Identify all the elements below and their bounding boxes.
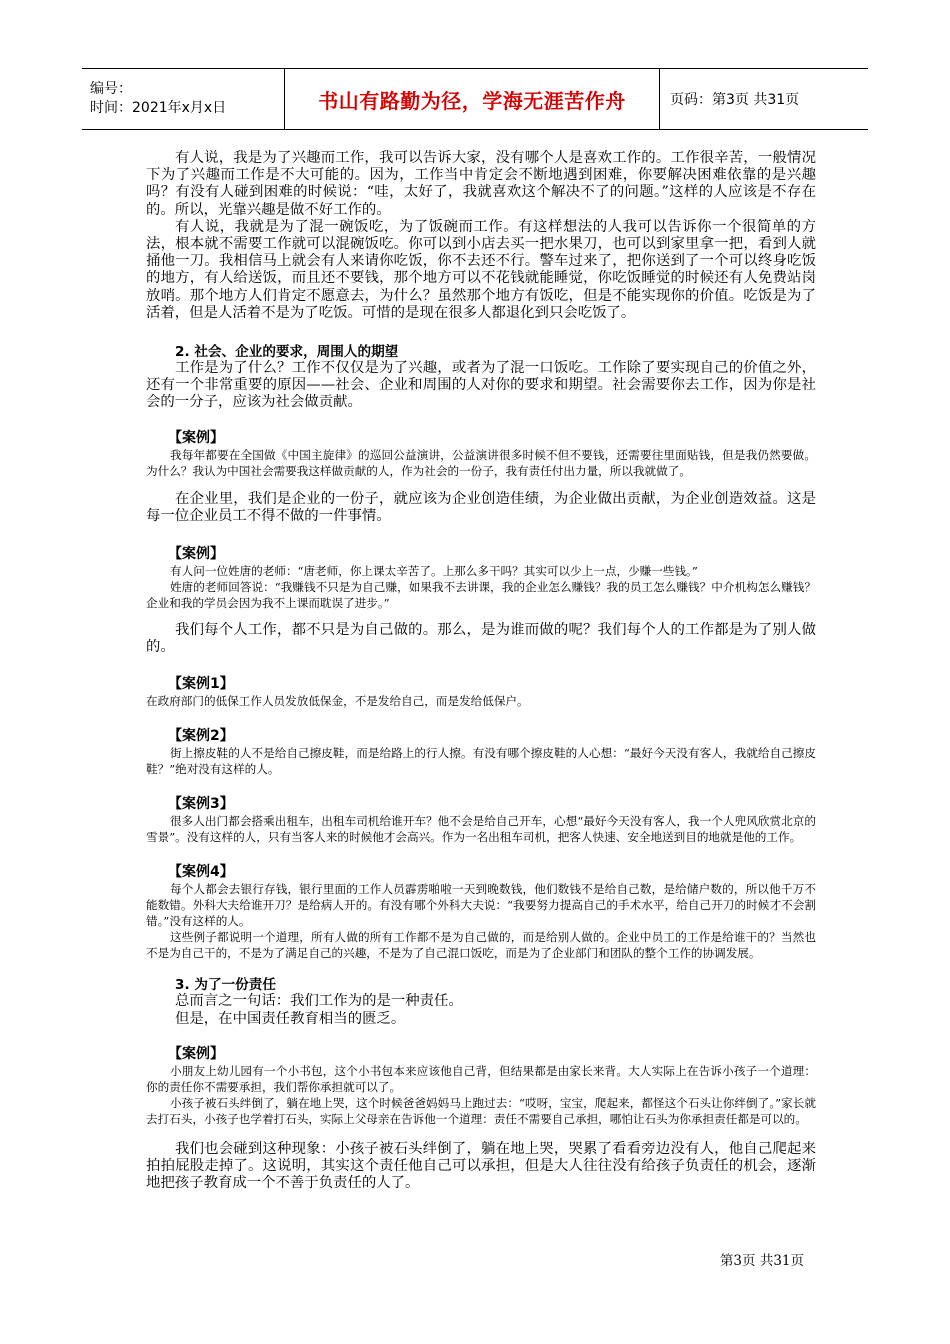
case-text: 每个人都会去银行存钱，银行里面的工作人员霹雳啪啦一天到晚数钱，他们数钱不是给自己数，是给储户数的，所以他千万不能数错。外科大夫给谁开刀？是给病人开的。有没有哪个外科大夫说：“我要努力提高自己的手术水平，给自己开刀的时候才不会割错。”没有这样的人。 (146, 882, 816, 929)
case-text: 在政府部门的低保工作人员发放低保金，不是发给自己，而是发给低保户。 (146, 694, 529, 709)
motto: 书山有路勤为径，学海无涯苦作舟 (318, 88, 626, 113)
case-title: 【案例】 (168, 429, 224, 446)
date-label: 时间：2021年x月x日 (90, 100, 227, 116)
paragraph: 我们每个人工作，都不只是为自己做的。那么，是为谁而做的呢？我们每个人的工作都是为了别人做的。 (146, 622, 816, 656)
case-title: 【案例1】 (168, 676, 234, 693)
section-heading: 3. 为了一份责任 (175, 977, 276, 994)
page-header (82, 68, 868, 130)
page-label: 页码：第3页 共31页 (670, 92, 800, 108)
case-text: 小孩子被石头绊倒了，躺在地上哭，这个时候爸爸妈妈马上跑过去：“哎呀，宝宝，爬起来，都怪这个石头让你绊倒了。”家长就去打石头，小孩子也学着打石头，实际上父母亲在告诉他一个道理：责任不需要自己承担，哪怕让石头为你承担责任都是可以的。 (146, 1095, 816, 1126)
case-text: 很多人出门都会搭乘出租车，出租车司机给谁开车？他不会是给自己开车，心想“最好今天没有客人，我一个人兜风欣赏北京的雪景”。没有这样的人，只有当客人来的时候他才会高兴。作为一名出租车司机，把客人快速、安全地送到目的地就是他的工作。 (146, 814, 816, 845)
case-title: 【案例2】 (168, 728, 234, 745)
header-motto-cell (284, 69, 660, 129)
section-heading: 2. 社会、企业的要求，周围人的期望 (175, 344, 399, 361)
paragraph: 总而言之一句话：我们工作为的是一种责任。 (175, 993, 463, 1010)
header-page-cell (660, 69, 868, 129)
number-label: 编号： (90, 81, 132, 97)
paragraph: 但是，在中国责任教育相当的匮乏。 (175, 1010, 406, 1027)
paragraph: 我们也会碰到这种现象：小孩子被石头绊倒了，躺在地上哭，哭累了看看旁边没有人，他自己爬起来拍拍屁股走掉了。这说明，其实这个责任他自己可以承担，但是大人往往没有给孩子负责任的机会，逐渐地把孩子教育成一个不善于负责任的人了。 (146, 1140, 816, 1192)
paragraph: 有人说，我就是为了混一碗饭吃，为了饭碗而工作。有这样想法的人我可以告诉你一个很简单的方法，根本就不需要工作就可以混碗饭吃。你可以到小店去买一把水果刀，也可以到家里拿一把，看到人就捅他一刀。我相信马上就会有人来请你吃饭，你不去还不行。警车过来了，把你送到了一个可以终身吃饭的地方，有人给送饭，而且还不要钱，那个地方可以不花钱就能睡觉，你吃饭睡觉的时候还有人免费站岗放哨。那个地方人们肯定不愿意去，为什么？虽然那个地方有饭吃，但是不能实现你的价值。吃饭是为了活着，但是人活着不是为了吃饭。可惜的是现在很多人都退化到只会吃饭了。 (146, 218, 816, 321)
case-text: 我每年都要在全国做《中国主旋律》的巡回公益演讲，公益演讲很多时候不但不要钱，还需要往里面贴钱，但是我仍然要做。为什么？我认为中国社会需要我这样做贡献的人，作为社会的一份子，我有责任付出力量，所以我就做了。 (146, 447, 816, 478)
case-title: 【案例3】 (168, 796, 234, 813)
paragraph: 在企业里，我们是企业的一份子，就应该为企业创造佳绩，为企业做出贡献，为企业创造效益。这是每一位企业员工不得不做的一件事情。 (146, 490, 816, 524)
case-title: 【案例】 (168, 546, 224, 563)
document-body (146, 150, 816, 1192)
case-text: 这些例子都说明一个道理，所有人做的所有工作都不是为自己做的，而是给别人做的。企业中员工的工作是给谁干的？当然也不是为自己干的，不是为了满足自己的兴趣，不是为了自己混口饭吃，而是为了企业部门和团队的整个工作的协调发展。 (146, 930, 816, 961)
case-title: 【案例4】 (168, 864, 234, 881)
case-text: 街上擦皮鞋的人不是给自己擦皮鞋，而是给路上的行人擦。有没有哪个擦皮鞋的人心想：“最好今天没有客人，我就给自己擦皮鞋？”绝对没有这样的人。 (146, 746, 816, 777)
paragraph: 有人说，我是为了兴趣而工作，我可以告诉大家，没有哪个人是喜欢工作的。工作很辛苦，一般情况下为了兴趣而工作是不大可能的。因为，工作当中肯定会不断地遇到困难，你要解决困难依靠的是兴趣吗？有没有人碰到困难的时候说：“哇，太好了，我就喜欢这个解决不了的问题。”这样的人应该是不存在的。所以，光靠兴趣是做不好工作的。 (146, 150, 816, 218)
case-text: 有人问一位姓唐的老师：“唐老师，你上课太辛苦了。上那么多干吗？其实可以少上一点，少赚一些钱。” (170, 564, 698, 579)
case-text: 姓唐的老师回答说：“我赚钱不只是为自己赚，如果我不去讲课，我的企业怎么赚钱？我的员工怎么赚钱？中介机构怎么赚钱？企业和我的学员会因为我不上课而耽误了进步。” (146, 580, 816, 611)
page-footer: 第3页 共31页 (719, 1253, 804, 1269)
header-meta (82, 69, 284, 129)
paragraph: 工作是为了什么？工作不仅仅是为了兴趣，或者为了混一口饭吃。工作除了要实现自己的价值之外，还有一个非常重要的原因——社会、企业和周围的人对你的要求和期望。社会需要你去工作，因为你是社会的一分子，应该为社会做贡献。 (146, 360, 816, 411)
case-text: 小朋友上幼儿园有一个小书包，这个小书包本来应该他自己背，但结果都是由家长来背。大人实际上在告诉小孩子一个道理：你的责任你不需要承担，我们帮你承担就可以了。 (146, 1063, 816, 1094)
case-title: 【案例】 (168, 1045, 224, 1062)
